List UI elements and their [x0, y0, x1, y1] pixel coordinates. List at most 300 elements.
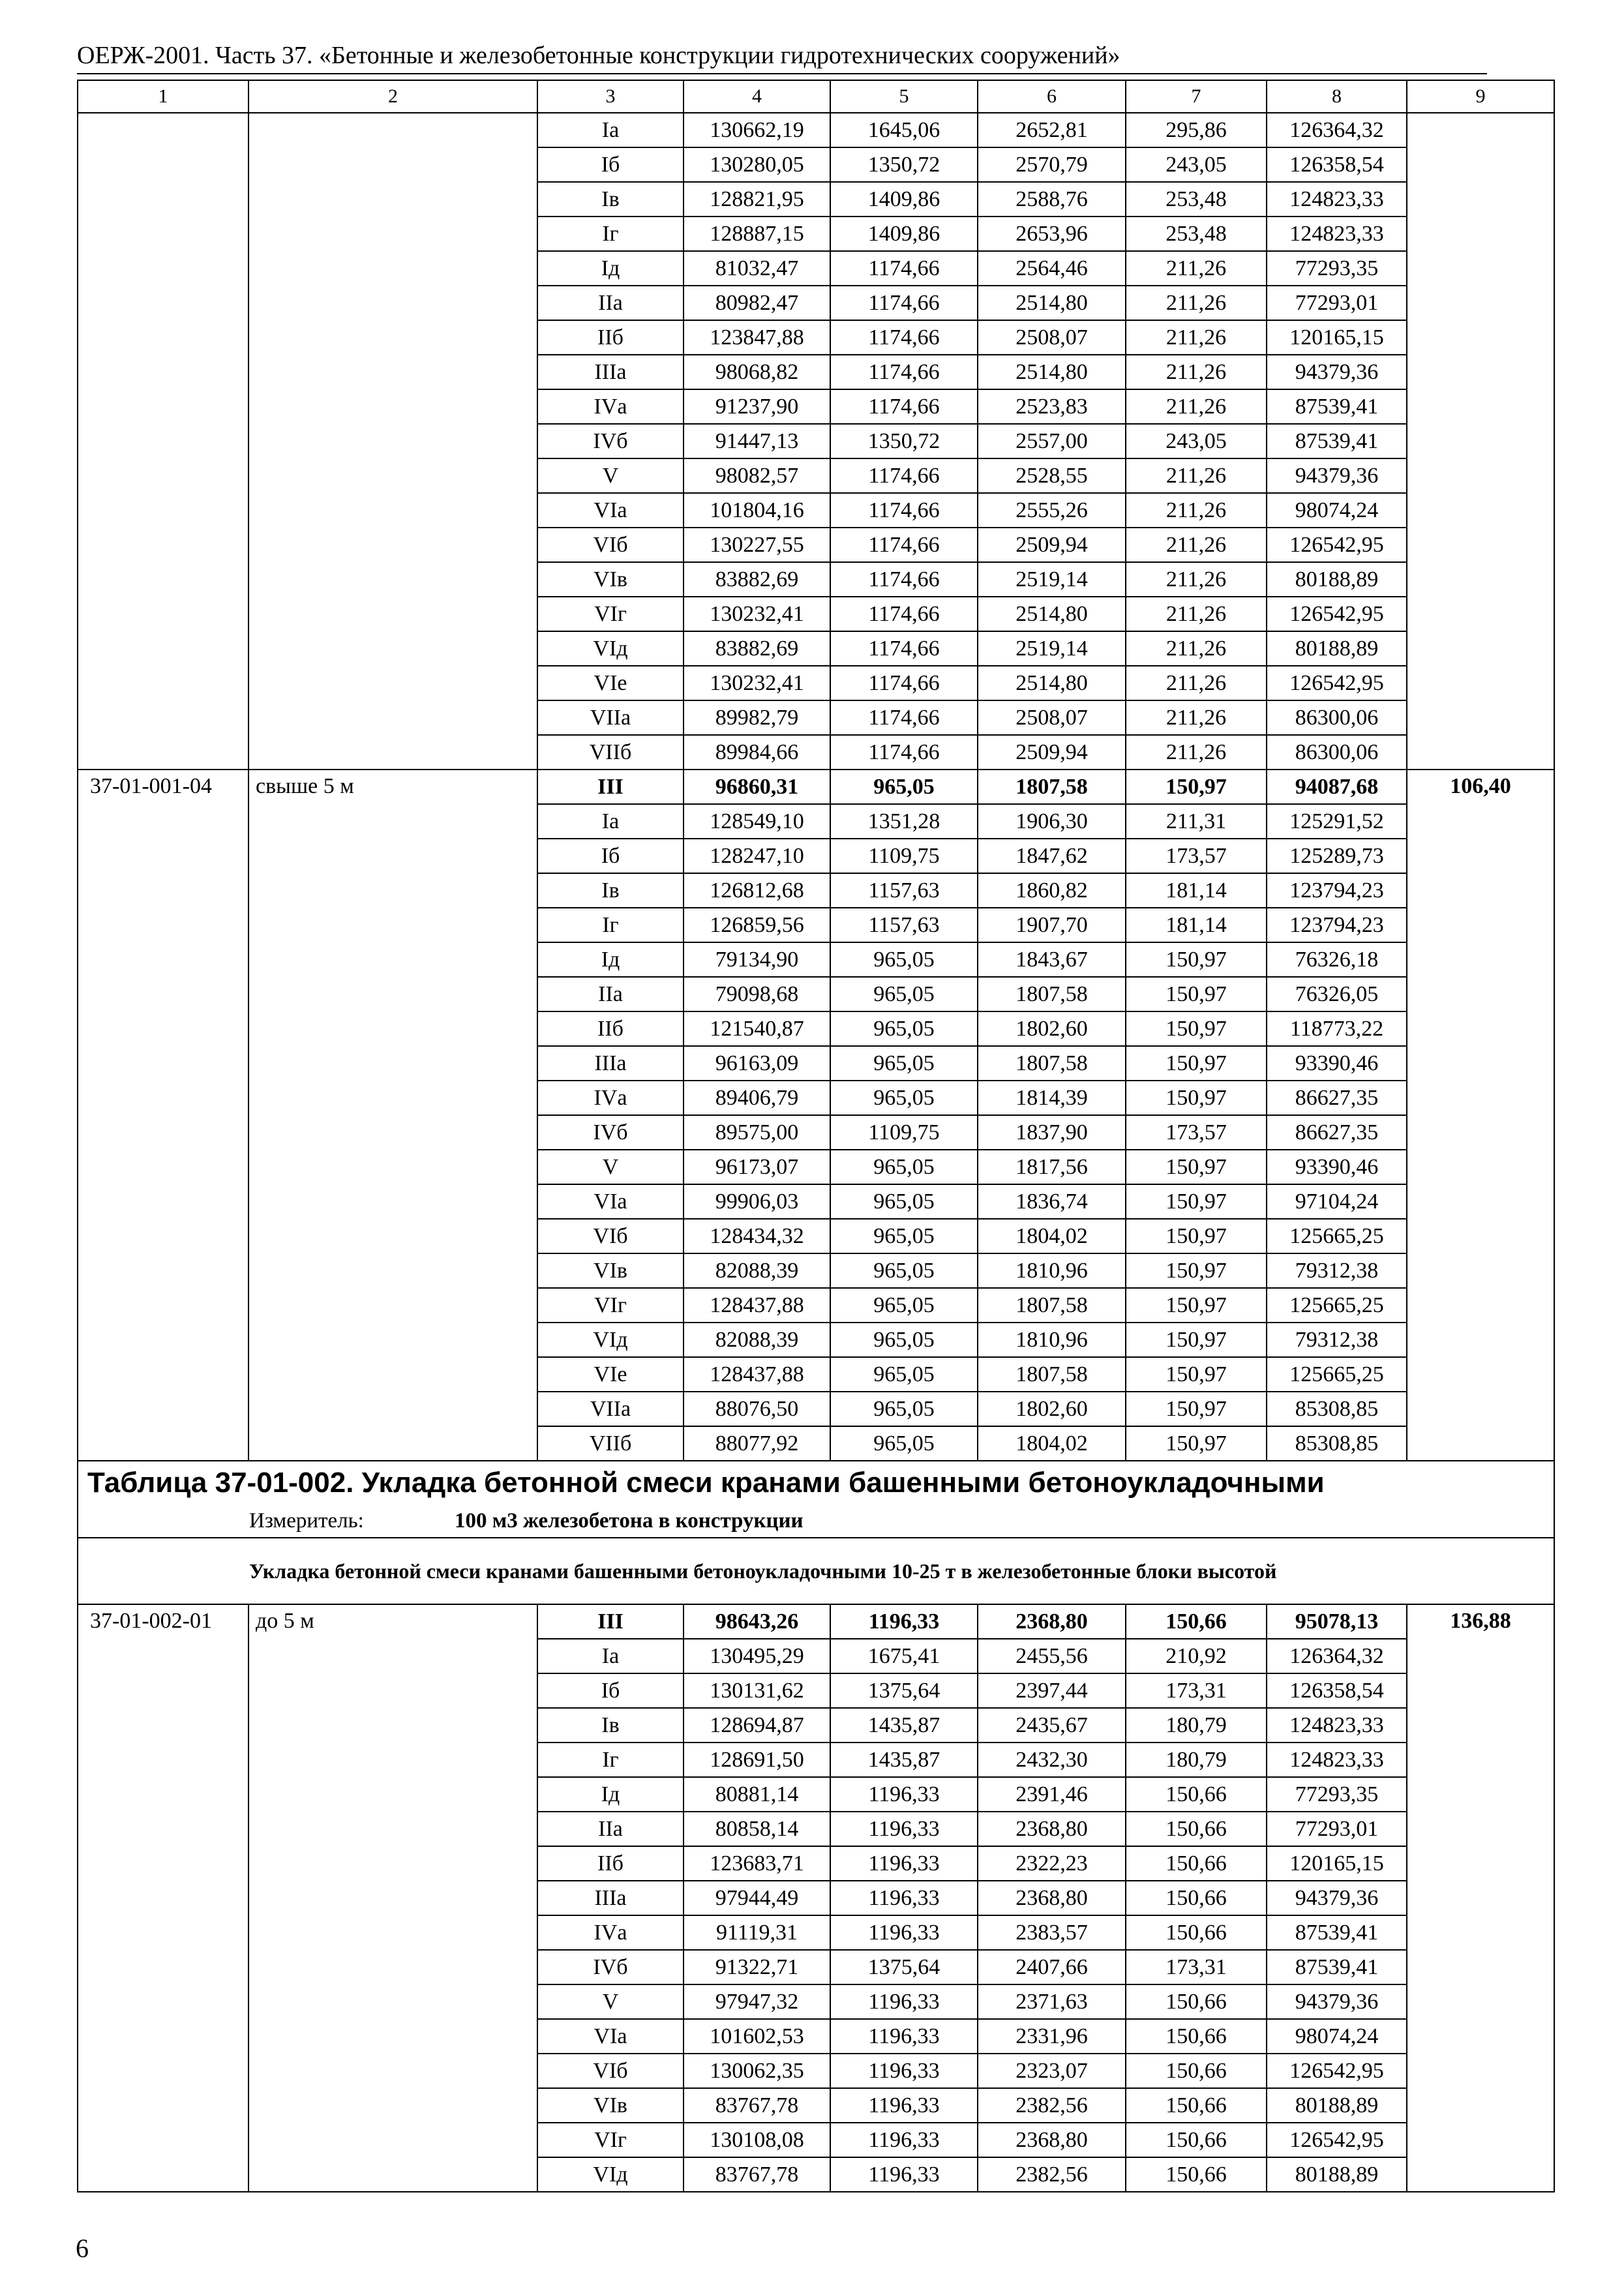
zone-code: Iв — [537, 1708, 684, 1743]
machinist-wage: 211,26 — [1126, 355, 1267, 389]
materials-cost: 95078,13 — [1267, 1604, 1407, 1639]
total-cost: 80881,14 — [684, 1777, 830, 1812]
machine-cost: 2509,94 — [978, 735, 1126, 770]
machinist-wage: 150,66 — [1126, 1984, 1267, 2019]
total-cost: 123847,88 — [684, 320, 830, 355]
rate-code: 37-01-001-04 — [78, 770, 248, 1461]
zone-code: IVб — [537, 1950, 684, 1984]
zone-code: Iд — [537, 1777, 684, 1812]
materials-cost: 77293,35 — [1267, 251, 1407, 286]
machinist-wage: 150,97 — [1126, 1150, 1267, 1184]
table-row — [78, 770, 1554, 804]
machine-cost: 2368,80 — [978, 1812, 1126, 1846]
rates-table-body — [78, 80, 1554, 2192]
total-cost: 83882,69 — [684, 562, 830, 597]
materials-cost: 77293,01 — [1267, 286, 1407, 320]
materials-cost: 125665,25 — [1267, 1288, 1407, 1323]
labor-cost: 1174,66 — [830, 355, 978, 389]
materials-cost: 79312,38 — [1267, 1253, 1407, 1288]
machine-cost: 1802,60 — [978, 1011, 1126, 1046]
zone-code: V — [537, 458, 684, 493]
materials-cost: 126358,54 — [1267, 147, 1407, 182]
total-cost: 83767,78 — [684, 2088, 830, 2123]
materials-cost: 123794,23 — [1267, 908, 1407, 942]
materials-cost: 87539,41 — [1267, 1950, 1407, 1984]
machine-cost: 1810,96 — [978, 1323, 1126, 1357]
zone-code: Iв — [537, 182, 684, 217]
zone-code: VIб — [537, 2054, 684, 2088]
materials-cost: 85308,85 — [1267, 1426, 1407, 1461]
total-cost: 96163,09 — [684, 1046, 830, 1081]
total-cost: 91119,31 — [684, 1915, 830, 1950]
machinist-wage: 150,66 — [1126, 1881, 1267, 1915]
machine-cost: 1906,30 — [978, 804, 1126, 839]
total-cost: 128821,95 — [684, 182, 830, 217]
machine-cost: 1837,90 — [978, 1115, 1126, 1150]
machinist-wage: 150,97 — [1126, 1011, 1267, 1046]
machinist-wage: 150,97 — [1126, 1253, 1267, 1288]
materials-cost: 77293,01 — [1267, 1812, 1407, 1846]
machine-cost: 2382,56 — [978, 2157, 1126, 2192]
total-cost: 121540,87 — [684, 1011, 830, 1046]
machine-cost: 1847,62 — [978, 839, 1126, 873]
labor-cost: 965,05 — [830, 1150, 978, 1184]
materials-cost: 120165,15 — [1267, 1846, 1407, 1881]
total-cost: 130232,41 — [684, 666, 830, 700]
labor-cost: 1409,86 — [830, 217, 978, 251]
labor-cost: 1435,87 — [830, 1743, 978, 1777]
machinist-wage: 150,97 — [1126, 1046, 1267, 1081]
materials-cost: 125665,25 — [1267, 1219, 1407, 1253]
machine-cost: 2368,80 — [978, 1881, 1126, 1915]
rates-table — [77, 80, 1555, 2192]
machine-cost: 2322,23 — [978, 1846, 1126, 1881]
machine-cost: 2519,14 — [978, 631, 1126, 666]
labor-cost: 965,05 — [830, 1323, 978, 1357]
total-cost: 130108,08 — [684, 2123, 830, 2157]
total-cost: 128691,50 — [684, 1743, 830, 1777]
labor-cost: 1174,66 — [830, 493, 978, 528]
column-number: 4 — [684, 80, 830, 113]
machine-cost: 2519,14 — [978, 562, 1126, 597]
total-cost: 80982,47 — [684, 286, 830, 320]
zone-code: Iг — [537, 908, 684, 942]
zone-code: Iг — [537, 1743, 684, 1777]
materials-cost: 98074,24 — [1267, 2019, 1407, 2054]
machine-cost: 2652,81 — [978, 113, 1126, 147]
machine-cost: 1907,70 — [978, 908, 1126, 942]
labor-cost: 1196,33 — [830, 2054, 978, 2088]
unit-label: Измеритель: — [249, 1508, 364, 1533]
zone-code: IVб — [537, 424, 684, 458]
machinist-wage: 211,26 — [1126, 493, 1267, 528]
labor-cost: 965,05 — [830, 942, 978, 977]
machinist-wage: 150,97 — [1126, 1357, 1267, 1392]
materials-cost: 93390,46 — [1267, 1150, 1407, 1184]
machine-cost: 2509,94 — [978, 528, 1126, 562]
zone-code: IIIа — [537, 1046, 684, 1081]
machinist-wage: 181,14 — [1126, 908, 1267, 942]
column-number: 2 — [248, 80, 537, 113]
total-cost: 91322,71 — [684, 1950, 830, 1984]
column-number: 1 — [78, 80, 248, 113]
total-cost: 128247,10 — [684, 839, 830, 873]
column-number: 6 — [978, 80, 1126, 113]
materials-cost: 94379,36 — [1267, 458, 1407, 493]
machinist-wage: 150,97 — [1126, 1081, 1267, 1115]
materials-cost: 126542,95 — [1267, 2054, 1407, 2088]
labor-cost: 1645,06 — [830, 113, 978, 147]
total-cost: 130131,62 — [684, 1673, 830, 1708]
materials-cost: 126358,54 — [1267, 1673, 1407, 1708]
labor-cost: 965,05 — [830, 1011, 978, 1046]
materials-cost: 125665,25 — [1267, 1357, 1407, 1392]
total-cost: 97947,32 — [684, 1984, 830, 2019]
labor-cost: 965,05 — [830, 1392, 978, 1426]
total-cost: 128887,15 — [684, 217, 830, 251]
materials-cost: 87539,41 — [1267, 1915, 1407, 1950]
machinist-wage: 243,05 — [1126, 147, 1267, 182]
machine-cost: 1807,58 — [978, 770, 1126, 804]
zone-code: Iа — [537, 1639, 684, 1673]
column-number: 7 — [1126, 80, 1267, 113]
materials-cost: 124823,33 — [1267, 1708, 1407, 1743]
labor-cost: 1196,33 — [830, 1915, 978, 1950]
total-cost: 128694,87 — [684, 1708, 830, 1743]
labor-cost: 1196,33 — [830, 1812, 978, 1846]
machinist-wage: 210,92 — [1126, 1639, 1267, 1673]
machine-cost: 2508,07 — [978, 700, 1126, 735]
zone-code: VIд — [537, 1323, 684, 1357]
machinist-wage: 211,26 — [1126, 666, 1267, 700]
materials-cost: 124823,33 — [1267, 217, 1407, 251]
materials-cost: 94087,68 — [1267, 770, 1407, 804]
total-cost: 83767,78 — [684, 2157, 830, 2192]
labor-cost: 965,05 — [830, 1426, 978, 1461]
materials-cost: 85308,85 — [1267, 1392, 1407, 1426]
zone-code: Iв — [537, 873, 684, 908]
machine-cost: 1843,67 — [978, 942, 1126, 977]
total-cost: 80858,14 — [684, 1812, 830, 1846]
machine-cost: 2528,55 — [978, 458, 1126, 493]
materials-cost: 86627,35 — [1267, 1081, 1407, 1115]
machinist-wage: 211,26 — [1126, 320, 1267, 355]
column-number: 9 — [1407, 80, 1554, 113]
machine-cost: 2432,30 — [978, 1743, 1126, 1777]
total-cost: 130662,19 — [684, 113, 830, 147]
labor-cost: 1350,72 — [830, 147, 978, 182]
zone-code: VIг — [537, 1288, 684, 1323]
machinist-wage: 211,26 — [1126, 631, 1267, 666]
machinist-wage: 150,97 — [1126, 1184, 1267, 1219]
rate-code — [78, 113, 248, 770]
total-cost: 101804,16 — [684, 493, 830, 528]
labor-cost: 1157,63 — [830, 873, 978, 908]
zone-code: IIIа — [537, 355, 684, 389]
total-cost: 101602,53 — [684, 2019, 830, 2054]
total-cost: 91237,90 — [684, 389, 830, 424]
labor-cost: 1174,66 — [830, 320, 978, 355]
zone-code: VIа — [537, 1184, 684, 1219]
total-cost: 91447,13 — [684, 424, 830, 458]
machinist-wage: 211,26 — [1126, 389, 1267, 424]
labor-cost: 1109,75 — [830, 1115, 978, 1150]
zone-code: VIб — [537, 528, 684, 562]
table-row — [78, 113, 1554, 147]
total-cost: 83882,69 — [684, 631, 830, 666]
zone-code: Iд — [537, 942, 684, 977]
labor-cost: 965,05 — [830, 1219, 978, 1253]
machine-cost: 1802,60 — [978, 1392, 1126, 1426]
machinist-wage: 253,48 — [1126, 217, 1267, 251]
labor-cost: 1174,66 — [830, 700, 978, 735]
machine-cost: 2523,83 — [978, 389, 1126, 424]
total-cost: 130495,29 — [684, 1639, 830, 1673]
total-cost: 128549,10 — [684, 804, 830, 839]
total-cost: 89575,00 — [684, 1115, 830, 1150]
labor-cost: 965,05 — [830, 1288, 978, 1323]
zone-code: Iа — [537, 113, 684, 147]
materials-cost: 87539,41 — [1267, 424, 1407, 458]
machine-cost: 2368,80 — [978, 2123, 1126, 2157]
labor-cost: 1675,41 — [830, 1639, 978, 1673]
machinist-wage: 211,26 — [1126, 597, 1267, 631]
total-cost: 89982,79 — [684, 700, 830, 735]
zone-code: IIб — [537, 320, 684, 355]
labor-cost: 1196,33 — [830, 2123, 978, 2157]
materials-cost: 118773,22 — [1267, 1011, 1407, 1046]
machinist-wage: 211,26 — [1126, 700, 1267, 735]
labor-cost: 1157,63 — [830, 908, 978, 942]
labor-cost: 965,05 — [830, 1184, 978, 1219]
machine-cost: 2570,79 — [978, 147, 1126, 182]
zone-code: VIе — [537, 1357, 684, 1392]
machinist-wage: 150,66 — [1126, 2088, 1267, 2123]
labor-cost: 1196,33 — [830, 1604, 978, 1639]
machinist-wage: 150,66 — [1126, 1777, 1267, 1812]
materials-cost: 125289,73 — [1267, 839, 1407, 873]
labor-cost: 1351,28 — [830, 804, 978, 839]
zone-code: IIа — [537, 977, 684, 1011]
machinist-wage: 150,97 — [1126, 1426, 1267, 1461]
materials-cost: 80188,89 — [1267, 631, 1407, 666]
column-number: 8 — [1267, 80, 1407, 113]
zone-code: IVа — [537, 1915, 684, 1950]
total-cost: 88077,92 — [684, 1426, 830, 1461]
labor-cost: 1196,33 — [830, 1984, 978, 2019]
machine-cost: 2564,46 — [978, 251, 1126, 286]
machine-cost: 2368,80 — [978, 1604, 1126, 1639]
machine-cost: 1817,56 — [978, 1150, 1126, 1184]
page-number: 6 — [76, 2234, 89, 2263]
machinist-wage: 150,66 — [1126, 2054, 1267, 2088]
zone-code: III — [537, 770, 684, 804]
machinist-wage: 150,97 — [1126, 1392, 1267, 1426]
page-header-title: ОЕРЖ-2001. Часть 37. «Бетонные и железобетонные конструкции гидротехнических сооружений» — [77, 42, 1120, 69]
machine-cost: 2323,07 — [978, 2054, 1126, 2088]
machine-cost: 2455,56 — [978, 1639, 1126, 1673]
total-cost: 130062,35 — [684, 2054, 830, 2088]
labor-cost: 1174,66 — [830, 597, 978, 631]
materials-cost: 126364,32 — [1267, 113, 1407, 147]
materials-cost: 123794,23 — [1267, 873, 1407, 908]
rate-description: до 5 м — [248, 1604, 537, 2192]
machine-cost: 1814,39 — [978, 1081, 1126, 1115]
machinist-wage: 150,66 — [1126, 2157, 1267, 2192]
zone-code: III — [537, 1604, 684, 1639]
materials-cost: 86300,06 — [1267, 700, 1407, 735]
machinist-wage: 150,97 — [1126, 942, 1267, 977]
machinist-wage: 150,66 — [1126, 1604, 1267, 1639]
zone-code: V — [537, 1984, 684, 2019]
labor-cost: 965,05 — [830, 1253, 978, 1288]
zone-code: Iг — [537, 217, 684, 251]
zone-code: IIб — [537, 1846, 684, 1881]
zone-code: VIа — [537, 493, 684, 528]
materials-cost: 87539,41 — [1267, 389, 1407, 424]
machinist-wage: 211,26 — [1126, 562, 1267, 597]
machinist-wage: 150,97 — [1126, 1288, 1267, 1323]
materials-cost: 80188,89 — [1267, 2157, 1407, 2192]
machine-cost: 1804,02 — [978, 1219, 1126, 1253]
total-cost: 98643,26 — [684, 1604, 830, 1639]
zone-code: VIв — [537, 1253, 684, 1288]
labor-cost: 1174,66 — [830, 631, 978, 666]
labor-cost: 1196,33 — [830, 2019, 978, 2054]
zone-code: VIв — [537, 2088, 684, 2123]
machine-cost: 2514,80 — [978, 355, 1126, 389]
machine-cost: 2397,44 — [978, 1673, 1126, 1708]
zone-code: Iд — [537, 251, 684, 286]
total-cost: 89984,66 — [684, 735, 830, 770]
machinist-wage: 211,31 — [1126, 804, 1267, 839]
subheading-row — [78, 1538, 1554, 1604]
materials-cost: 126542,95 — [1267, 2123, 1407, 2157]
total-cost: 98068,82 — [684, 355, 830, 389]
machinist-wage: 253,48 — [1126, 182, 1267, 217]
machine-cost: 2435,67 — [978, 1708, 1126, 1743]
materials-cost: 80188,89 — [1267, 2088, 1407, 2123]
materials-cost: 120165,15 — [1267, 320, 1407, 355]
total-cost: 82088,39 — [684, 1323, 830, 1357]
materials-cost: 126542,95 — [1267, 597, 1407, 631]
total-cost: 88076,50 — [684, 1392, 830, 1426]
labor-hours — [1407, 113, 1554, 770]
total-cost: 128437,88 — [684, 1357, 830, 1392]
table-row — [78, 1604, 1554, 1639]
materials-cost: 86300,06 — [1267, 735, 1407, 770]
zone-code: Iб — [537, 147, 684, 182]
rate-code: 37-01-002-01 — [78, 1604, 248, 2192]
materials-cost: 94379,36 — [1267, 1984, 1407, 2019]
labor-cost: 1196,33 — [830, 2157, 978, 2192]
machine-cost: 1804,02 — [978, 1426, 1126, 1461]
labor-cost: 1196,33 — [830, 1846, 978, 1881]
labor-cost: 1174,66 — [830, 286, 978, 320]
labor-hours: 136,88 — [1407, 1604, 1554, 2192]
total-cost: 99906,03 — [684, 1184, 830, 1219]
zone-code: VIе — [537, 666, 684, 700]
machinist-wage: 150,97 — [1126, 977, 1267, 1011]
total-cost: 123683,71 — [684, 1846, 830, 1881]
zone-code: VIб — [537, 1219, 684, 1253]
zone-code: IIб — [537, 1011, 684, 1046]
zone-code: VIа — [537, 2019, 684, 2054]
total-cost: 96173,07 — [684, 1150, 830, 1184]
machine-cost: 2382,56 — [978, 2088, 1126, 2123]
labor-cost: 1174,66 — [830, 528, 978, 562]
unit-cell — [78, 1504, 1554, 1538]
total-cost: 89406,79 — [684, 1081, 830, 1115]
machine-cost: 1836,74 — [978, 1184, 1126, 1219]
labor-cost: 1196,33 — [830, 1777, 978, 1812]
labor-cost: 1174,66 — [830, 735, 978, 770]
machinist-wage: 211,26 — [1126, 458, 1267, 493]
labor-cost: 965,05 — [830, 1357, 978, 1392]
machine-cost: 2514,80 — [978, 597, 1126, 631]
zone-code: VIIб — [537, 735, 684, 770]
labor-cost: 1196,33 — [830, 2088, 978, 2123]
zone-code: V — [537, 1150, 684, 1184]
labor-cost: 1375,64 — [830, 1950, 978, 1984]
machine-cost: 2391,46 — [978, 1777, 1126, 1812]
unit-value: 100 м3 железобетона в конструкции — [455, 1508, 804, 1533]
machine-cost: 1860,82 — [978, 873, 1126, 908]
column-number-row — [78, 80, 1554, 113]
materials-cost: 126542,95 — [1267, 528, 1407, 562]
labor-cost: 1174,66 — [830, 389, 978, 424]
materials-cost: 126364,32 — [1267, 1639, 1407, 1673]
total-cost: 126812,68 — [684, 873, 830, 908]
total-cost: 79098,68 — [684, 977, 830, 1011]
machinist-wage: 173,57 — [1126, 1115, 1267, 1150]
machine-cost: 2514,80 — [978, 666, 1126, 700]
materials-cost: 76326,05 — [1267, 977, 1407, 1011]
materials-cost: 125291,52 — [1267, 804, 1407, 839]
total-cost: 130232,41 — [684, 597, 830, 631]
materials-cost: 94379,36 — [1267, 1881, 1407, 1915]
machinist-wage: 211,26 — [1126, 251, 1267, 286]
total-cost: 82088,39 — [684, 1253, 830, 1288]
machinist-wage: 150,66 — [1126, 2123, 1267, 2157]
total-cost: 130280,05 — [684, 147, 830, 182]
total-cost: 96860,31 — [684, 770, 830, 804]
unit-row — [78, 1504, 1554, 1538]
zone-code: VIIб — [537, 1426, 684, 1461]
machine-cost: 2588,76 — [978, 182, 1126, 217]
zone-code: VIд — [537, 2157, 684, 2192]
labor-cost: 1174,66 — [830, 666, 978, 700]
machine-cost: 2508,07 — [978, 320, 1126, 355]
labor-cost: 1409,86 — [830, 182, 978, 217]
labor-cost: 965,05 — [830, 1046, 978, 1081]
machinist-wage: 181,14 — [1126, 873, 1267, 908]
machine-cost: 2514,80 — [978, 286, 1126, 320]
machinist-wage: 150,66 — [1126, 1915, 1267, 1950]
zone-code: VIг — [537, 2123, 684, 2157]
materials-cost: 94379,36 — [1267, 355, 1407, 389]
materials-cost: 97104,24 — [1267, 1184, 1407, 1219]
machinist-wage: 150,97 — [1126, 1323, 1267, 1357]
zone-code: VIд — [537, 631, 684, 666]
zone-code: IVб — [537, 1115, 684, 1150]
zone-code: IIа — [537, 286, 684, 320]
machinist-wage: 150,66 — [1126, 1812, 1267, 1846]
materials-cost: 86627,35 — [1267, 1115, 1407, 1150]
rate-description: свыше 5 м — [248, 770, 537, 1461]
zone-code: IIа — [537, 1812, 684, 1846]
labor-cost: 1350,72 — [830, 424, 978, 458]
